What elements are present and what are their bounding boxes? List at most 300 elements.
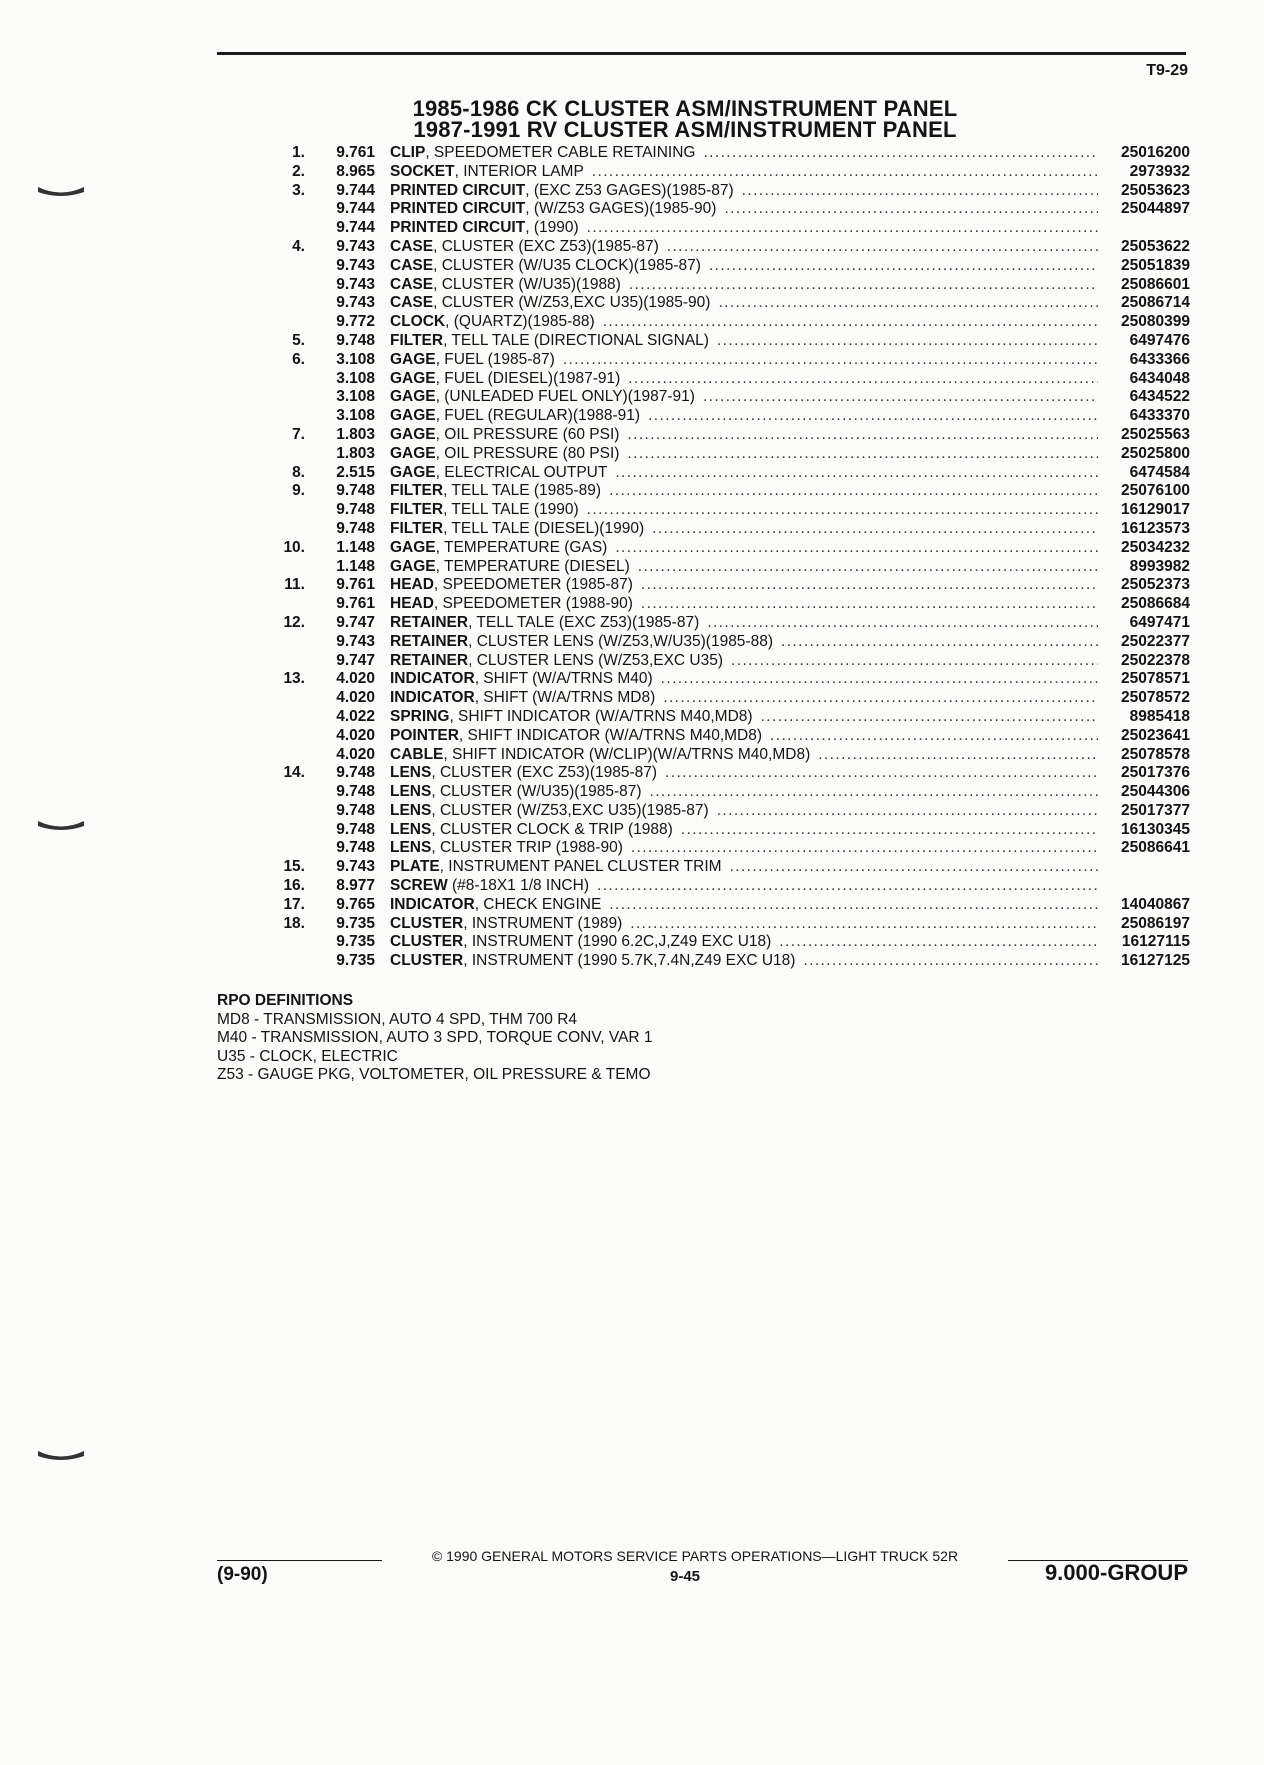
part-category-number: 3.108 [336,407,375,425]
part-number: 6433366 [1129,350,1190,368]
part-description [390,520,1098,539]
part-number: 25034232 [1121,538,1190,556]
part-category-number: 3.108 [336,388,375,406]
part-ref-number: 18. [283,914,305,932]
part-number: 25016200 [1121,144,1190,161]
part-category-number: 9.743 [336,632,375,650]
part-ref-number [265,689,305,708]
part-category-number: 4.020 [336,745,375,763]
part-number: 25023641 [1121,726,1190,744]
part-ref-number: 12. [283,613,305,631]
part-ref-number: 15. [283,858,305,876]
part-ref-number: 17. [283,895,305,913]
part-detail: , INTERIOR LAMP [454,162,584,180]
part-row [265,276,1190,295]
part-row [265,858,1190,877]
part-name: HEAD [390,576,434,594]
part-category-number: 1.803 [336,425,375,443]
part-row [265,163,1190,182]
part-row [265,257,1190,276]
part-ref-number [265,520,305,539]
part-detail: , SHIFT INDICATOR (W/CLIP)(W/A/TRNS M40,MD8) [443,745,811,763]
part-detail: , TEMPERATURE (DIESEL) [435,557,630,575]
part-row [265,182,1190,201]
part-ref-number [265,294,305,313]
leader-dots [621,276,1098,295]
part-row [265,614,1190,633]
part-detail: , SPEEDOMETER (1988-90) [433,595,633,613]
leader-dots [601,482,1098,501]
footer-group: 9.000-GROUP [1044,1560,1188,1585]
part-category-number: 9.748 [336,331,375,349]
part-number: 16127125 [1121,952,1190,970]
part-category-number: 9.748 [336,764,375,782]
rpo-title: RPO DEFINITIONS [217,992,354,1009]
part-category-number: 8.977 [336,877,375,895]
part-number: 25053622 [1121,237,1190,255]
leader-dots [716,200,1098,219]
part-ref-number [265,313,305,332]
part-row [265,558,1190,577]
leader-dots [695,144,1098,163]
part-name: GAGE [390,407,436,425]
leader-dots [723,652,1098,671]
part-ref-number [265,257,305,276]
part-name: LENS [390,820,432,838]
part-description [390,445,1098,464]
leader-dots [630,558,1098,577]
part-ref-number [265,839,305,858]
part-row [265,952,1190,971]
part-category-number: 9.748 [336,501,375,519]
rpo-definitions [217,992,653,1085]
part-description [390,313,1098,332]
part-row [265,426,1190,445]
part-description [390,558,1098,577]
part-number: 16127115 [1121,933,1190,951]
part-category-number: 9.747 [336,613,375,631]
part-description [390,351,1098,370]
leader-dots [622,915,1098,934]
part-row [265,482,1190,501]
part-detail: (#8-18X1 1/8 INCH) [447,877,589,895]
part-row [265,219,1190,238]
part-detail: , SHIFT INDICATOR (W/A/TRNS M40,MD8) [458,726,763,744]
part-ref-number [265,708,305,727]
leader-dots [810,746,1098,765]
part-category-number: 1.148 [336,538,375,556]
part-name: GAGE [390,557,436,575]
part-number: 8985418 [1129,707,1190,725]
part-number: 25025563 [1121,425,1190,443]
part-row [265,839,1190,858]
leader-dots [595,313,1098,332]
part-ref-number [265,407,305,426]
part-name: CASE [390,275,434,293]
part-detail: , OIL PRESSURE (60 PSI) [435,425,620,443]
part-name: GAGE [390,538,436,556]
leader-dots [555,351,1098,370]
part-name: GAGE [390,463,436,481]
leader-dots [579,219,1098,238]
rpo-item: M40 - TRANSMISSION, AUTO 3 SPD, TORQUE CONV, VAR 1 [217,1029,653,1046]
part-detail: , ELECTRICAL OUTPUT [435,463,608,481]
part-category-number: 3.108 [336,350,375,368]
part-number: 25086601 [1121,275,1190,293]
leader-dots [722,858,1098,877]
part-category-number: 9.772 [336,313,375,331]
part-ref-number: 6. [292,350,305,368]
footer-page-number: 9-45 [669,1568,701,1585]
part-detail: , TEMPERATURE (GAS) [435,538,608,556]
part-row [265,915,1190,934]
part-row [265,294,1190,313]
part-row [265,689,1190,708]
leader-dots [619,445,1098,464]
part-description [390,257,1098,276]
part-ref-number: 11. [284,576,305,594]
part-row [265,464,1190,483]
part-detail: , CLUSTER (EXC Z53)(1985-87) [433,237,659,255]
part-number: 16123573 [1121,519,1190,537]
page-title [300,98,1070,140]
part-number: 6434522 [1129,388,1190,406]
part-ref-number [265,727,305,746]
part-description [390,144,1098,163]
leader-dots [734,182,1098,201]
part-number: 25044306 [1121,783,1190,801]
part-name: PRINTED CIRCUIT [390,181,526,199]
part-row [265,576,1190,595]
part-name: INDICATOR [390,670,475,688]
part-description [390,332,1098,351]
part-name: POINTER [390,726,459,744]
part-detail: , CLUSTER CLOCK & TRIP (1988) [431,820,673,838]
part-description [390,915,1098,934]
part-description [390,933,1098,952]
part-description [390,877,1098,896]
part-number: 25078572 [1121,689,1190,707]
part-ref-number: 7. [292,425,305,443]
part-detail: , (QUARTZ)(1985-88) [445,313,595,331]
part-category-number: 9.748 [336,801,375,819]
part-ref-number: 2. [292,162,305,180]
part-name: PLATE [390,858,440,876]
part-ref-number [265,933,305,952]
part-row [265,445,1190,464]
part-row [265,351,1190,370]
part-description [390,821,1098,840]
part-description [390,839,1098,858]
part-description [390,482,1098,501]
part-name: SPRING [390,707,450,725]
part-description [390,182,1098,201]
part-name: FILTER [390,519,444,537]
leader-dots [699,614,1098,633]
leader-dots [655,689,1098,708]
part-number: 25086684 [1121,595,1190,613]
part-ref-number [265,276,305,295]
part-description [390,576,1098,595]
part-row [265,200,1190,219]
part-detail: , CLUSTER (EXC Z53)(1985-87) [431,764,658,782]
parts-list [265,144,1190,971]
part-number: 25053623 [1121,181,1190,199]
part-category-number: 3.108 [336,369,375,387]
part-category-number: 9.761 [336,595,375,613]
part-category-number: 9.735 [336,914,375,932]
part-category-number: 9.735 [336,933,375,951]
part-name: GAGE [390,425,436,443]
part-ref-number [265,595,305,614]
part-description [390,238,1098,257]
part-detail: , CLUSTER (W/U35)(1988) [433,275,621,293]
part-description [390,858,1098,877]
part-name: CASE [390,294,434,312]
part-name: CLUSTER [390,933,464,951]
part-row [265,501,1190,520]
part-row [265,802,1190,821]
part-name: FILTER [390,501,444,519]
part-category-number: 9.761 [336,144,375,161]
leader-dots [619,426,1098,445]
part-name: GAGE [390,369,436,387]
part-row [265,877,1190,896]
part-description [390,633,1098,652]
part-name: CLIP [390,144,426,161]
part-description [390,501,1098,520]
part-number: 25044897 [1121,200,1190,218]
leader-dots [644,520,1098,539]
part-category-number: 9.748 [336,839,375,857]
leader-dots [653,670,1098,689]
part-name: CLOCK [390,313,446,331]
part-ref-number [265,802,305,821]
part-detail: , CLUSTER (W/Z53,EXC U35)(1985-87) [431,801,709,819]
part-row [265,896,1190,915]
part-category-number: 4.022 [336,707,375,725]
part-ref-number [265,388,305,407]
part-number: 2973932 [1129,162,1190,180]
part-ref-number [265,219,305,238]
part-category-number: 9.743 [336,256,375,274]
part-description [390,952,1098,971]
part-detail: , TELL TALE (EXC Z53)(1985-87) [468,613,700,631]
part-category-number: 9.748 [336,482,375,500]
part-detail: , INSTRUMENT (1990 6.2C,J,Z49 EXC U18) [463,933,772,951]
part-description [390,539,1098,558]
leader-dots [633,595,1098,614]
part-category-number: 4.020 [336,726,375,744]
part-name: SCREW [390,877,448,895]
part-description [390,163,1098,182]
part-detail: , TELL TALE (1990) [443,501,579,519]
part-name: FILTER [390,331,444,349]
part-name: LENS [390,764,432,782]
part-category-number: 8.965 [336,162,375,180]
part-description [390,802,1098,821]
part-ref-number [265,200,305,219]
part-number: 25086641 [1121,839,1190,857]
part-detail: , CHECK ENGINE [474,895,602,913]
part-category-number: 9.743 [336,858,375,876]
part-category-number: 4.020 [336,689,375,707]
leader-dots [795,952,1098,971]
part-detail: , SHIFT (W/A/TRNS MD8) [474,689,656,707]
leader-dots [709,332,1098,351]
leader-dots [773,633,1098,652]
part-name: PRINTED CIRCUIT [390,219,526,237]
part-row [265,727,1190,746]
part-detail: , CLUSTER (W/Z53,EXC U35)(1985-90) [433,294,711,312]
part-number: 25022377 [1121,632,1190,650]
part-category-number: 4.020 [336,670,375,688]
part-row [265,708,1190,727]
part-ref-number: 10. [283,538,305,556]
part-description [390,764,1098,783]
part-description [390,783,1098,802]
part-detail: , INSTRUMENT (1990 5.7K,7.4N,Z49 EXC U18) [463,952,796,970]
part-number: 6497471 [1129,613,1190,631]
part-ref-number: 13. [283,670,305,688]
part-number: 16129017 [1121,501,1190,519]
part-number: 25017376 [1121,764,1190,782]
part-category-number: 9.743 [336,294,375,312]
part-number: 25078578 [1121,745,1190,763]
part-category-number: 1.803 [336,444,375,462]
part-number [1098,877,1190,896]
part-name: GAGE [390,388,436,406]
leader-dots [607,464,1098,483]
part-description [390,614,1098,633]
part-ref-number: 16. [283,877,305,895]
part-description [390,708,1098,727]
part-description [390,407,1098,426]
page-code: T9-29 [1146,62,1188,79]
part-name: LENS [390,839,432,857]
part-row [265,821,1190,840]
leader-dots [762,727,1098,746]
part-ref-number: 5. [292,331,305,349]
part-name: LENS [390,801,432,819]
leader-dots [673,821,1098,840]
part-category-number: 2.515 [336,463,375,481]
leader-dots [771,933,1098,952]
part-row [265,520,1190,539]
part-description [390,464,1098,483]
part-number: 25025800 [1121,444,1190,462]
title-line-2: 1987-1991 RV CLUSTER ASM/INSTRUMENT PANEL [413,117,957,142]
part-number: 25052373 [1121,576,1190,594]
part-detail: , TELL TALE (DIRECTIONAL SIGNAL) [443,331,709,349]
part-detail: , CLUSTER (W/U35)(1985-87) [431,783,642,801]
part-number: 25022378 [1121,651,1190,669]
part-ref-number [265,445,305,464]
part-category-number: 9.743 [336,237,375,255]
top-rule [217,52,1186,55]
part-detail: , (EXC Z53 GAGES)(1985-87) [525,181,734,199]
part-name: CLUSTER [390,952,464,970]
part-number: 8993982 [1129,557,1190,575]
leader-dots [623,839,1098,858]
leader-dots [640,407,1098,426]
part-ref-number: 4. [292,237,305,255]
part-description [390,426,1098,445]
part-number: 25076100 [1121,482,1190,500]
part-category-number: 9.744 [336,181,375,199]
leader-dots [701,257,1098,276]
part-description [390,219,1098,238]
part-detail: , SPEEDOMETER CABLE RETAINING [425,144,696,161]
title-line-1: 1985-1986 CK CLUSTER ASM/INSTRUMENT PANEL [412,96,958,121]
part-name: PRINTED CIRCUIT [390,200,526,218]
leader-dots [579,501,1098,520]
leader-dots [633,576,1098,595]
part-ref-number: 8. [292,463,305,481]
part-category-number: 9.747 [336,651,375,669]
footer-copyright: © 1990 GENERAL MOTORS SERVICE PARTS OPERATIONS—LIGHT TRUCK 52R [431,1548,959,1564]
part-name: RETAINER [390,613,469,631]
part-category-number: 9.748 [336,783,375,801]
part-detail: , (UNLEADED FUEL ONLY)(1987-91) [435,388,695,406]
part-name: HEAD [390,595,434,613]
part-row [265,933,1190,952]
rpo-item: Z53 - GAUGE PKG, VOLTOMETER, OIL PRESSURE & TEMO [217,1066,651,1083]
part-description [390,896,1098,915]
part-row [265,783,1190,802]
part-name: INDICATOR [390,689,475,707]
part-category-number: 9.765 [336,895,375,913]
rpo-item: MD8 - TRANSMISSION, AUTO 4 SPD, THM 700 R4 [217,1010,578,1028]
part-number: 25086714 [1121,294,1190,312]
binder-hole-mark [36,1448,86,1462]
part-description [390,670,1098,689]
part-ref-number [265,746,305,765]
leader-dots [601,896,1098,915]
part-detail: , CLUSTER TRIP (1988-90) [431,839,623,857]
part-number: 25086197 [1121,914,1190,932]
part-category-number: 9.744 [336,219,375,237]
part-detail: , INSTRUMENT PANEL CLUSTER TRIM [439,858,722,876]
footer-rule-left [217,1560,382,1561]
part-ref-number [265,370,305,389]
leader-dots [620,370,1098,389]
part-category-number: 9.744 [336,200,375,218]
part-name: CASE [390,256,434,274]
leader-dots [642,783,1098,802]
binder-hole-mark [36,184,86,198]
part-ref-number [265,652,305,671]
part-name: CABLE [390,745,444,763]
part-detail: , CLUSTER LENS (W/Z53,EXC U35) [468,651,724,669]
part-name: LENS [390,783,432,801]
leader-dots [657,764,1098,783]
part-category-number: 9.743 [336,275,375,293]
footer-date: (9-90) [217,1564,268,1585]
part-row [265,144,1190,163]
part-name: RETAINER [390,632,469,650]
leader-dots [709,802,1098,821]
part-ref-number [265,783,305,802]
part-number: 6433370 [1129,407,1190,425]
part-name: INDICATOR [390,895,475,913]
part-number: 6497476 [1129,331,1190,349]
part-row [265,746,1190,765]
part-detail: , OIL PRESSURE (80 PSI) [435,444,620,462]
part-detail: , FUEL (REGULAR)(1988-91) [435,407,641,425]
part-row [265,238,1190,257]
part-detail: , CLUSTER (W/U35 CLOCK)(1985-87) [433,256,701,274]
